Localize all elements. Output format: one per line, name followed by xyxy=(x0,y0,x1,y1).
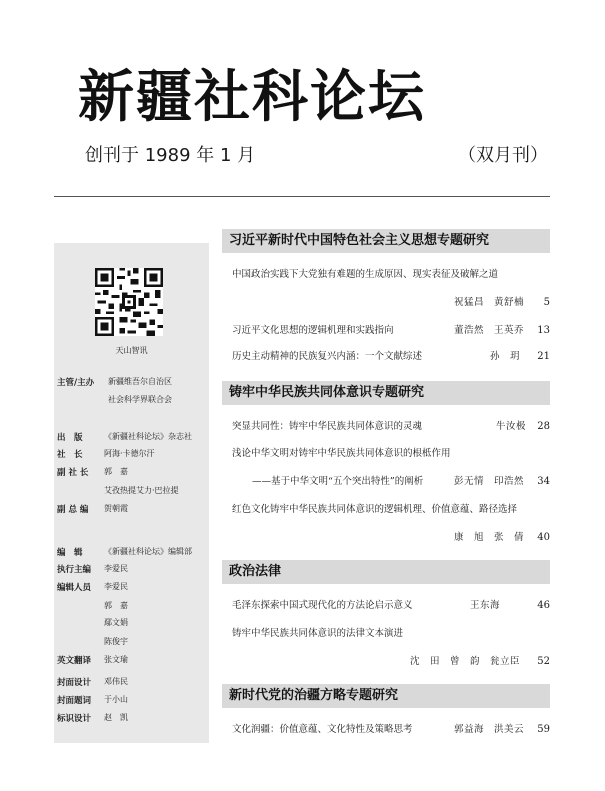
article-page: 28 xyxy=(537,421,550,432)
vice-president-value-2: 艾孜热提艾力·巴拉提 xyxy=(104,486,179,495)
article-title[interactable]: 红色文化铸牢中华民族共同体意识的逻辑机理、价值意蕴、路径选择 xyxy=(232,504,518,515)
article-title[interactable]: 历史主动精神的民族复兴内涵：一个文献综述 xyxy=(232,351,423,362)
article-title[interactable]: 习近平文化思想的逻辑机理和实践指向 xyxy=(232,325,394,336)
cover-title-value: 于小山 xyxy=(104,695,128,704)
vice-president-label: 副 社 长 xyxy=(57,468,89,478)
editorial-staff-2: 郭 嘉 xyxy=(104,601,128,610)
qr-caption: 天山智讯 xyxy=(115,346,148,355)
section-heading: 铸牢中华民族共同体意识专题研究 xyxy=(222,381,550,405)
cover-design-label: 封面设计 xyxy=(57,678,92,688)
article-subtitle: ——基于中华文明“五个突出特性”的阐析 xyxy=(252,476,424,487)
section-heading: 新时代党的治疆方略专题研究 xyxy=(222,684,550,708)
article-page: 59 xyxy=(537,724,550,735)
article-page: 46 xyxy=(537,600,550,611)
journal-title: 新疆社科论坛 xyxy=(78,65,426,130)
article-title[interactable]: 铸牢中华民族共同体意识的法律文本演进 xyxy=(232,628,404,639)
article-authors: 牛汝极 xyxy=(496,421,527,432)
translator-label: 英文翻译 xyxy=(57,656,92,666)
logo-design-label: 标识设计 xyxy=(57,714,92,724)
publication-frequency: （双月刊） xyxy=(458,145,548,166)
article-authors: 孙 玥 xyxy=(490,351,521,362)
article-authors: 祝猛昌 黄舒楠 xyxy=(454,297,525,308)
sponsor-value-1: 新疆维吾尔自治区 xyxy=(108,377,172,386)
president-label: 社 长 xyxy=(57,450,83,460)
article-page: 5 xyxy=(543,297,550,308)
editorial-staff-4: 陈俊宇 xyxy=(104,637,128,646)
executive-editor-value: 李爱民 xyxy=(104,564,128,573)
executive-editor-label: 执行主编 xyxy=(57,565,92,575)
article-authors: 王东海 xyxy=(470,600,501,611)
translator-value: 张文瑜 xyxy=(104,655,128,664)
article-title[interactable]: 文化润疆：价值意蕴、文化特性及策略思考 xyxy=(232,724,413,735)
cover-design-value: 邓伟民 xyxy=(104,677,128,686)
article-authors: 董浩然 王英乔 xyxy=(454,325,525,336)
founding-date: 创刊于 1989 年 1 月 xyxy=(85,145,256,166)
article-page: 52 xyxy=(537,656,550,667)
article-title[interactable]: 中国政治实践下大党独有难题的生成原因、现实表征及破解之道 xyxy=(232,269,499,280)
header-divider xyxy=(54,196,550,197)
president-value: 阿海·卡德尔汗 xyxy=(104,449,155,458)
article-authors: 康 旭 张 倩 xyxy=(454,532,525,543)
deputy-chief-label: 副 总 编 xyxy=(57,505,89,515)
publisher-value: 《新疆社科论坛》杂志社 xyxy=(104,432,192,441)
editor-value: 《新疆社科论坛》编辑部 xyxy=(104,547,192,556)
article-title[interactable]: 毛泽东探索中国式现代化的方法论启示意义 xyxy=(232,600,413,611)
article-authors: 郭益海 洪美云 xyxy=(454,724,525,735)
deputy-chief-value: 贺朝霞 xyxy=(104,504,128,513)
article-page: 40 xyxy=(537,532,550,543)
sponsor-value-2: 社会科学界联合会 xyxy=(108,395,172,404)
article-page: 21 xyxy=(537,351,550,362)
article-page: 34 xyxy=(537,476,550,487)
editorial-staff-3: 鄢文娟 xyxy=(104,618,128,627)
section-heading: 政治法律 xyxy=(222,560,550,584)
sponsor-label: 主管/主办 xyxy=(57,378,95,388)
article-title[interactable]: 突显共同性：铸牢中华民族共同体意识的灵魂 xyxy=(232,421,423,432)
article-authors: 彭无情 印浩然 xyxy=(454,476,525,487)
editorial-staff-label: 编辑人员 xyxy=(57,583,92,593)
logo-design-value: 赵 凯 xyxy=(104,713,128,722)
publisher-label: 出 版 xyxy=(57,433,83,443)
section-heading: 习近平新时代中国特色社会主义思想专题研究 xyxy=(222,229,550,253)
editor-label: 编 辑 xyxy=(57,548,83,558)
qr-code-icon xyxy=(95,268,163,336)
article-page: 13 xyxy=(537,325,550,336)
article-authors: 沈 田 曾 韵 瓮立臣 xyxy=(410,656,521,667)
vice-president-value-1: 郭 嘉 xyxy=(104,467,128,476)
cover-title-label: 封面题词 xyxy=(57,696,92,706)
article-title[interactable]: 浅论中华文明对铸牢中华民族共同体意识的根柢作用 xyxy=(232,448,451,459)
editorial-staff-1: 李爱民 xyxy=(104,582,128,591)
